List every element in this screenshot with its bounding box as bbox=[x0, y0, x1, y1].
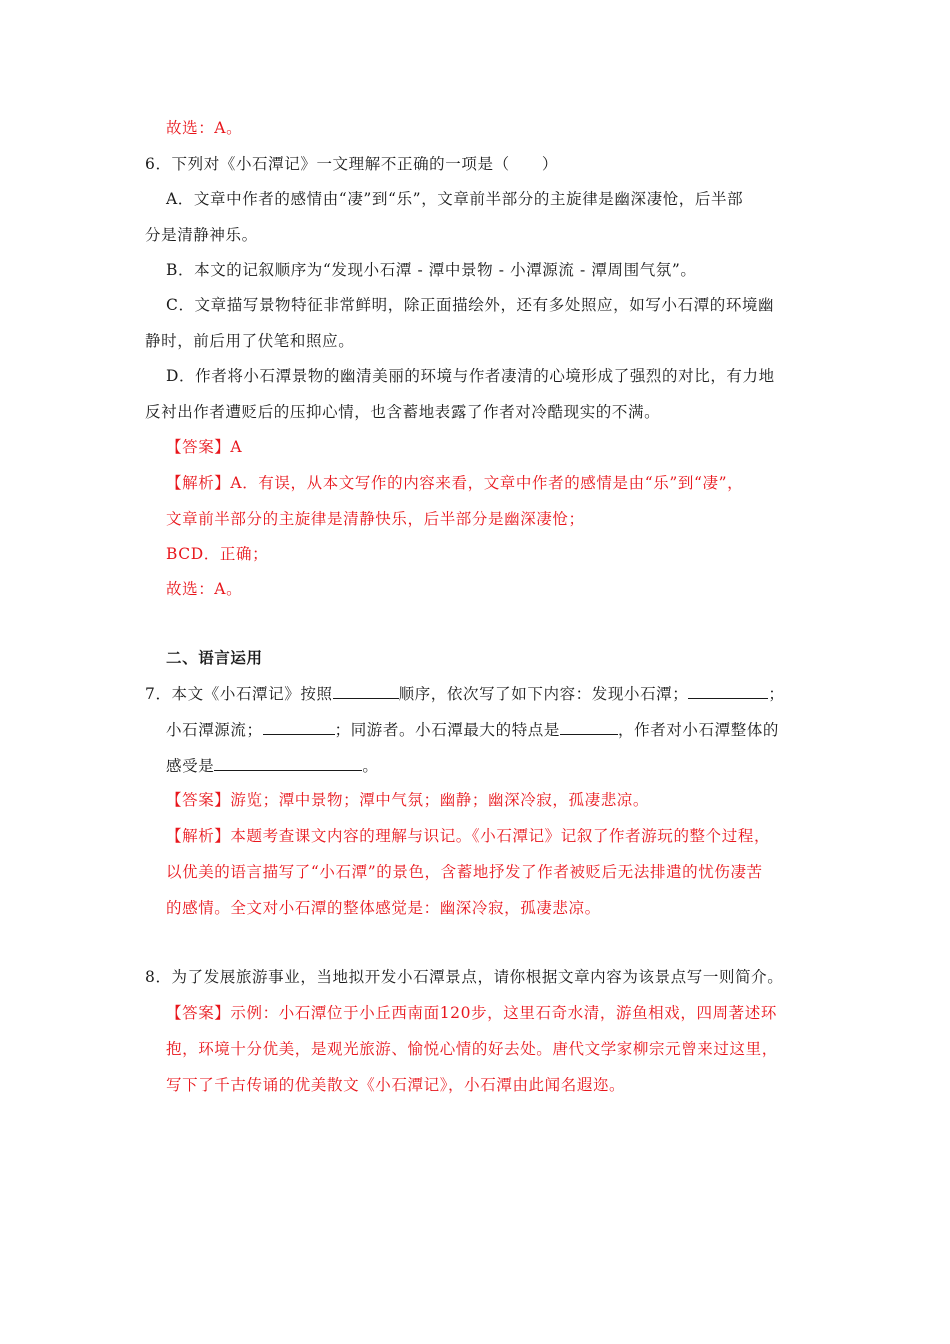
q8-answer-cont: 抱，环境十分优美，是观光旅游、愉悦心情的好去处。唐代文学家柳宗元曾来过这里， bbox=[166, 1040, 778, 1058]
q6-option-a: A．文章中作者的感情由“凄”到“乐”，文章前半部分的主旋律是幽深凄怆，后半部 bbox=[166, 190, 744, 208]
q7-blank-2[interactable] bbox=[688, 683, 768, 699]
q7-analysis-cont: 的感情。全文对小石潭的整体感觉是：幽深冷寂，孤凄悲凉。 bbox=[166, 899, 601, 917]
q7-stem-text: 。 bbox=[362, 757, 379, 775]
q7-blank-1[interactable] bbox=[333, 683, 399, 699]
q6-answer: 【答案】A bbox=[166, 438, 243, 456]
q8-answer-cont: 写下了千古传诵的优美散文《小石潭记》，小石潭由此闻名遐迩。 bbox=[166, 1076, 626, 1094]
q6-analysis-cont: 文章前半部分的主旋律是清静快乐，后半部分是幽深凄怆； bbox=[166, 510, 585, 528]
q6-stem: 6．下列对《小石潭记》一文理解不正确的一项是（ ） bbox=[145, 155, 558, 173]
q6-analysis-bcd: BCD．正确； bbox=[166, 545, 269, 563]
q7-analysis: 【解析】本题考查课文内容的理解与识记。《小石潭记》记叙了作者游玩的整个过程， bbox=[166, 827, 771, 845]
q7-answer: 【答案】游览；潭中景物；潭中气氛；幽静；幽深冷寂，孤凄悲凉。 bbox=[166, 791, 650, 809]
q6-option-c: C．文章描写景物特征非常鲜明，除正面描绘外，还有多处照应，如写小石潭的环境幽 bbox=[166, 296, 775, 314]
section-heading: 二、语言运用 bbox=[166, 648, 263, 667]
q5-conclusion: 故选：A。 bbox=[166, 119, 243, 137]
q7-stem-line1 bbox=[145, 683, 784, 704]
q7-stem-text: 小石潭源流； bbox=[166, 721, 263, 739]
q7-stem-line3 bbox=[166, 755, 378, 776]
q7-stem-text: 顺序，依次写了如下内容：发现小石潭； bbox=[398, 685, 689, 703]
q8-stem: 8．为了发展旅游事业，当地拟开发小石潭景点，请你根据文章内容为该景点写一则简介。 bbox=[145, 968, 784, 986]
q7-blank-5[interactable] bbox=[214, 755, 362, 771]
q7-stem-text: ； bbox=[768, 685, 785, 703]
q7-stem-text: 感受是 bbox=[166, 757, 215, 775]
q7-stem-text: ；同游者。小石潭最大的特点是 bbox=[334, 721, 561, 739]
q7-stem-text: 7．本文《小石潭记》按照 bbox=[145, 685, 333, 703]
q7-blank-4[interactable] bbox=[560, 719, 618, 735]
q8-answer: 【答案】示例：小石潭位于小丘西南面120步，这里石奇水清，游鱼相戏，四周著述环 bbox=[166, 1004, 777, 1022]
q6-option-a-cont: 分是清静神乐。 bbox=[145, 226, 258, 244]
q6-option-d-cont: 反衬出作者遭贬后的压抑心情，也含蓄地表露了作者对冷酷现实的不满。 bbox=[145, 403, 661, 421]
q6-conclusion: 故选：A。 bbox=[166, 580, 243, 598]
q6-option-b: B．本文的记叙顺序为“发现小石潭 - 潭中景物 - 小潭源流 - 潭周围气氛”。 bbox=[166, 261, 697, 279]
q6-option-d: D．作者将小石潭景物的幽清美丽的环境与作者凄清的心境形成了强烈的对比，有力地 bbox=[166, 367, 775, 385]
q7-blank-3[interactable] bbox=[263, 719, 335, 735]
q7-analysis-cont: 以优美的语言描写了“小石潭”的景色，含蓄地抒发了作者被贬后无法排遣的忧伤凄苦 bbox=[166, 863, 763, 881]
q6-analysis: 【解析】A．有误，从本文写作的内容来看，文章中作者的感情是由“乐”到“凄”， bbox=[166, 474, 744, 492]
q7-stem-line2 bbox=[166, 719, 779, 740]
q7-stem-text: ，作者对小石潭整体的 bbox=[618, 721, 780, 739]
q6-option-c-cont: 静时，前后用了伏笔和照应。 bbox=[145, 332, 355, 350]
